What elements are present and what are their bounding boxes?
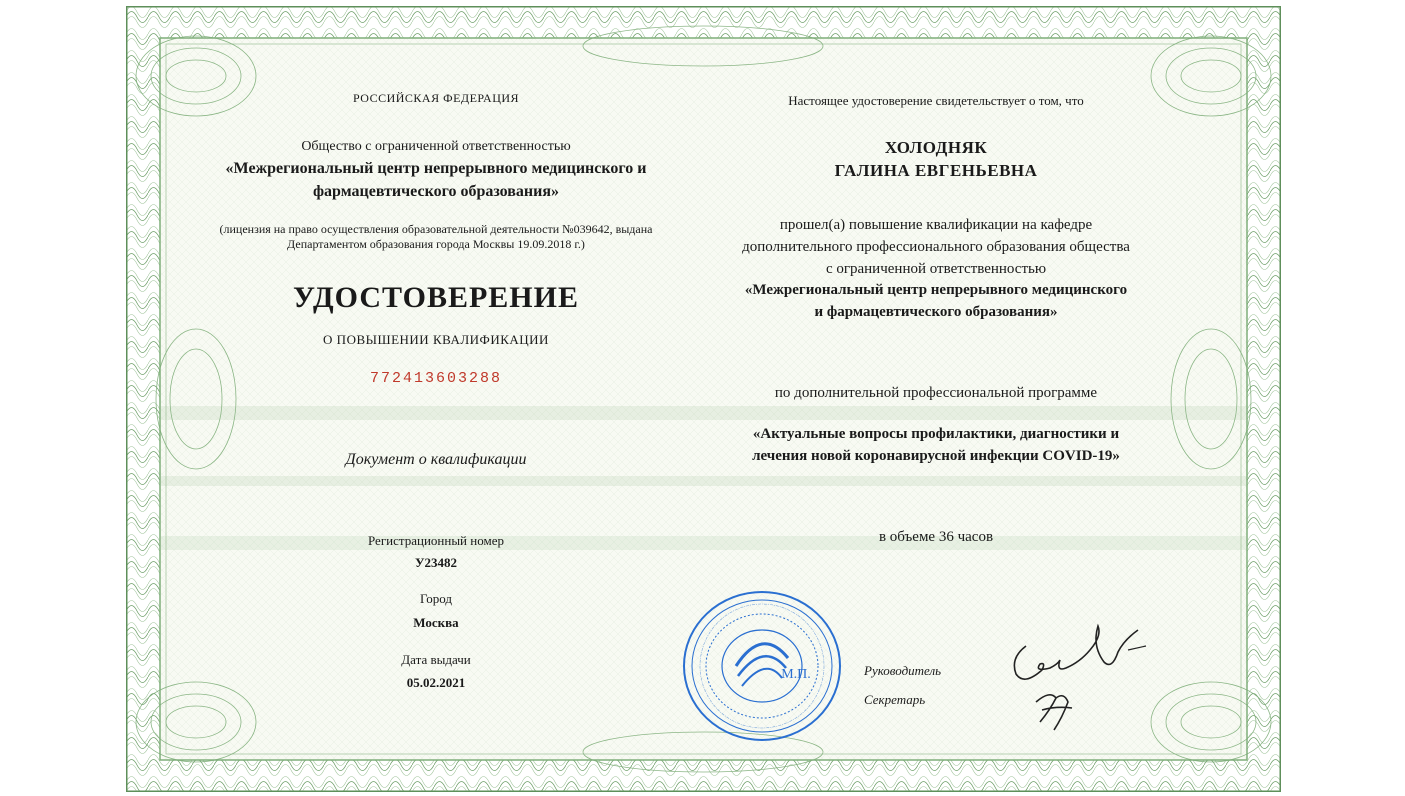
document-kind: Документ о квалификации — [345, 451, 527, 468]
certificate — [126, 6, 1281, 792]
intro-text: Настоящее удостоверение свидетельствует о том, что — [788, 93, 1084, 108]
registration-value: У23482 — [414, 555, 458, 570]
license-line2: Департаментом образования города Москвы 19.09.2018 г.) — [287, 237, 585, 251]
date-label: Дата выдачи — [401, 652, 471, 667]
city-value: Москва — [413, 615, 459, 630]
qualification-line2: дополнительного профессионального образования общества — [742, 239, 1130, 255]
program-intro: по дополнительной профессиональной программе — [774, 385, 1098, 401]
serial-number: 772413603288 — [369, 370, 503, 387]
org-name-line1: «Межрегиональный центр непрерывного медицинского и — [225, 160, 647, 177]
org-type: Общество с ограниченной ответственностью — [301, 139, 571, 154]
program-title-line1: «Актуальные вопросы профилактики, диагностики и — [752, 426, 1120, 442]
qualification-line5: и фармацевтического образования» — [814, 304, 1058, 320]
qualification-line1: прошел(а) повышение квалификации на кафедре — [779, 217, 1093, 233]
official-stamp — [678, 586, 848, 746]
head-label: Руководитель — [864, 663, 942, 678]
hours-volume: в объеме 36 часов — [878, 529, 994, 545]
document-subtitle: О ПОВЫШЕНИИ КВАЛИФИКАЦИИ — [323, 332, 549, 347]
country-heading: РОССИЙСКАЯ ФЕДЕРАЦИЯ — [352, 91, 520, 105]
holder-surname: ХОЛОДНЯК — [884, 138, 988, 157]
secretary-label: Секретарь — [864, 692, 926, 707]
signatures — [1006, 606, 1166, 736]
qualification-line4: «Межрегиональный центр непрерывного медицинского — [744, 282, 1128, 298]
date-value: 05.02.2021 — [406, 675, 466, 690]
holder-given-names: ГАЛИНА ЕВГЕНЬЕВНА — [834, 161, 1038, 180]
city-label: Город — [419, 591, 453, 606]
document-title: УДОСТОВЕРЕНИЕ — [293, 281, 579, 314]
qualification-line3: с ограниченной ответственностью — [825, 261, 1047, 277]
license-line1: (лицензия на право осуществления образовательной деятельности №039642, выдана — [219, 222, 653, 236]
stamp-mark: М.П. — [781, 667, 811, 682]
program-title-line2: лечения новой коронавирусной инфекции COVID-19» — [752, 448, 1120, 464]
registration-label: Регистрационный номер — [368, 533, 504, 548]
org-name-line2: фармацевтического образования» — [312, 183, 560, 200]
